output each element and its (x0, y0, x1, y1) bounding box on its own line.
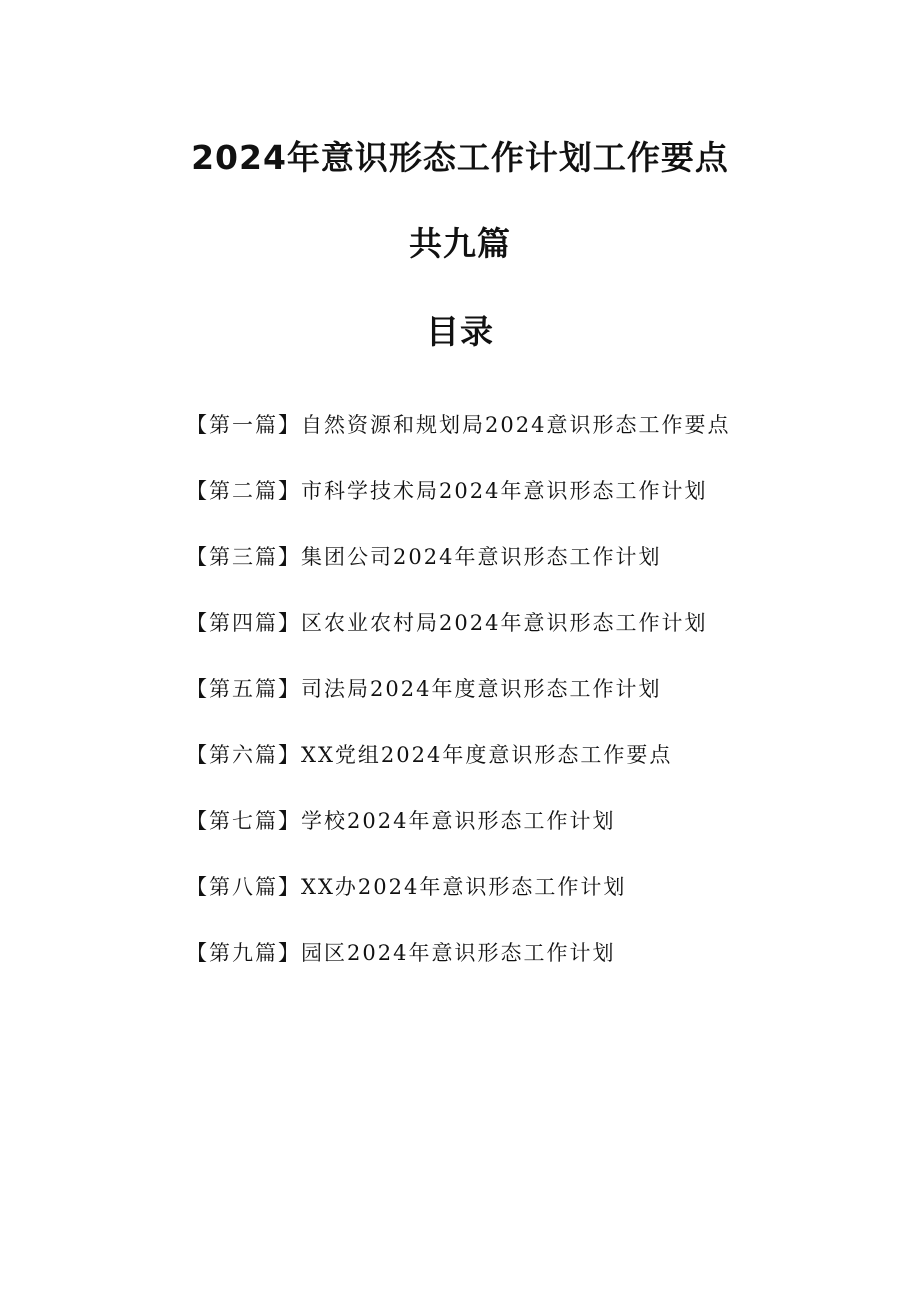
toc-item-text: XX办2024年意识形态工作计划 (301, 875, 627, 899)
toc-item-marker: 【第九篇】 (186, 941, 301, 965)
toc-item-marker: 【第三篇】 (186, 545, 301, 569)
toc-item-3[interactable] (186, 535, 886, 601)
toc-item-marker: 【第八篇】 (186, 875, 301, 899)
toc-item-6[interactable] (186, 733, 886, 799)
toc-item-text: 市科学技术局2024年意识形态工作计划 (301, 479, 708, 503)
toc-item-text: 司法局2024年度意识形态工作计划 (301, 677, 662, 701)
toc-item-marker: 【第七篇】 (186, 809, 301, 833)
toc-item-4[interactable] (186, 601, 886, 667)
toc-item-marker: 【第六篇】 (186, 743, 301, 767)
toc-item-text: 集团公司2024年意识形态工作计划 (301, 545, 662, 569)
toc-item-text: 区农业农村局2024年意识形态工作计划 (301, 611, 708, 635)
toc-item-text: 自然资源和规划局2024意识形态工作要点 (301, 413, 731, 437)
toc-item-text: 学校2024年意识形态工作计划 (301, 809, 616, 833)
toc-heading: 目录 (426, 312, 494, 351)
toc-item-marker: 【第五篇】 (186, 677, 301, 701)
toc-item-9[interactable] (186, 931, 886, 997)
toc-item-marker: 【第一篇】 (186, 413, 301, 437)
toc-item-5[interactable] (186, 667, 886, 733)
toc-item-8[interactable] (186, 865, 886, 931)
toc-item-1[interactable] (186, 403, 886, 469)
toc-item-7[interactable] (186, 799, 886, 865)
table-of-contents (186, 403, 886, 997)
document-title: 2024年意识形态工作计划工作要点 (191, 138, 729, 177)
toc-item-marker: 【第四篇】 (186, 611, 301, 635)
toc-item-2[interactable] (186, 469, 886, 535)
toc-item-marker: 【第二篇】 (186, 479, 301, 503)
document-subtitle: 共九篇 (409, 224, 511, 263)
toc-item-text: XX党组2024年度意识形态工作要点 (301, 743, 673, 767)
toc-item-text: 园区2024年意识形态工作计划 (301, 941, 616, 965)
